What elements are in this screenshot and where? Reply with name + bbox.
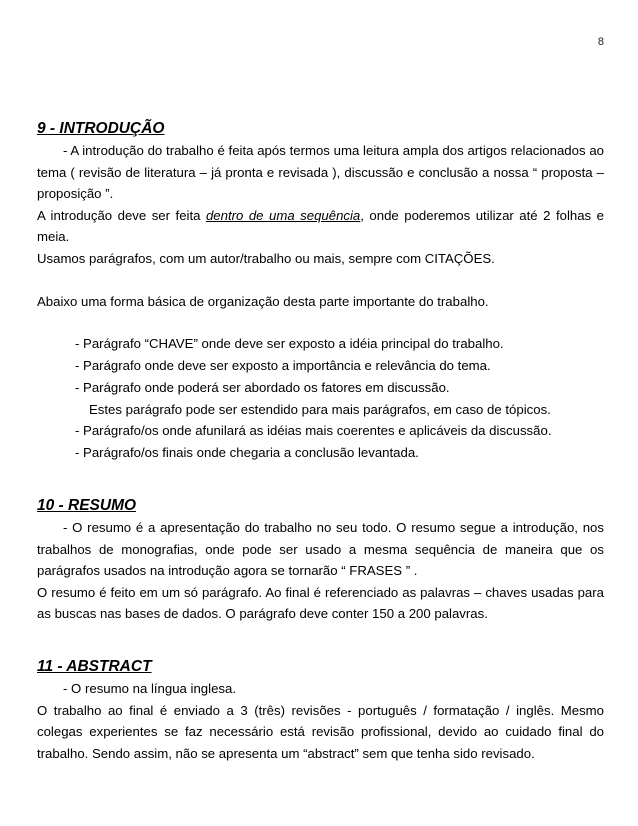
abstract-paragraph-1: - O resumo na língua inglesa.	[63, 680, 236, 696]
section-resumo	[37, 495, 604, 625]
list-item: - Parágrafo onde deve ser exposto a importância e relevância do tema.	[75, 357, 491, 373]
intro-paragraph-3: Usamos parágrafos, com um autor/trabalho ou mais, sempre com CITAÇÕES.	[37, 250, 495, 266]
section-heading-resumo: 10 - RESUMO	[37, 496, 137, 514]
intro-paragraph-2-emphasis: dentro de uma sequência	[205, 207, 361, 223]
page-number: 8	[597, 36, 604, 48]
section-abstract	[37, 656, 604, 764]
list-item: - Parágrafo “CHAVE” onde deve ser exposto a idéia principal do trabalho.	[75, 336, 504, 352]
list-item: - Parágrafo onde poderá ser abordado os fatores em discussão.	[75, 379, 450, 395]
resumo-paragraph-1: - O resumo é a apresentação do trabalho no seu todo. O resumo segue a introdução, nos trabalhos de monografias, onde pode ser usado a mesma sequência de maneira que os parágrafos usados na introdução agora se tornarão “ FRASES ” .	[37, 519, 604, 579]
list-item-note: Estes parágrafo pode ser estendido para mais parágrafos, em caso de tópicos.	[89, 401, 551, 417]
intro-structure-list	[37, 333, 604, 464]
intro-paragraph-2-start: A introdução deve ser feita	[37, 207, 206, 223]
spacer	[37, 464, 604, 485]
list-item: - Parágrafo/os onde afunilará as idéias mais coerentes e aplicáveis da discussão.	[75, 423, 552, 439]
abstract-paragraph-2: O trabalho ao final é enviado a 3 (três) revisões - português / formatação / inglês. Mesmo colegas experientes se faz necessário está revisão profissional, devido ao cuidado final do trabalho. Sendo assim, não se apresenta um “abstract” sem que tenha sido revisado.	[37, 702, 604, 761]
intro-paragraph-1: - A introdução do trabalho é feita após termos uma leitura ampla dos artigos relacionados ao tema ( revisão de literatura – já pronta e revisada ), discussão e conclusão a nossa “ proposta – proposição ”.	[37, 143, 604, 202]
section-heading-introducao: 9 - INTRODUÇÃO	[37, 120, 165, 137]
spacer	[37, 625, 604, 646]
intro-paragraph-4: Abaixo uma forma básica de organização desta parte importante do trabalho.	[37, 293, 489, 309]
section-introducao	[37, 118, 604, 464]
section-heading-abstract: 11 - ABSTRACT	[37, 657, 152, 675]
intro-paragraph-2	[37, 205, 604, 248]
spacer	[37, 270, 604, 291]
resumo-paragraph-2: O resumo é feito em um só parágrafo. Ao final é referenciado as palavras – chaves usadas para as buscas nas bases de dados. O parágrafo deve conter 150 a 200 palavras.	[37, 584, 604, 622]
spacer	[37, 312, 604, 333]
list-item: - Parágrafo/os finais onde chegaria a conclusão levantada.	[75, 445, 419, 461]
document-body	[37, 118, 604, 764]
intro-paragraph-2-end: , onde poderemos utilizar até 2 folhas e meia.	[37, 207, 604, 245]
